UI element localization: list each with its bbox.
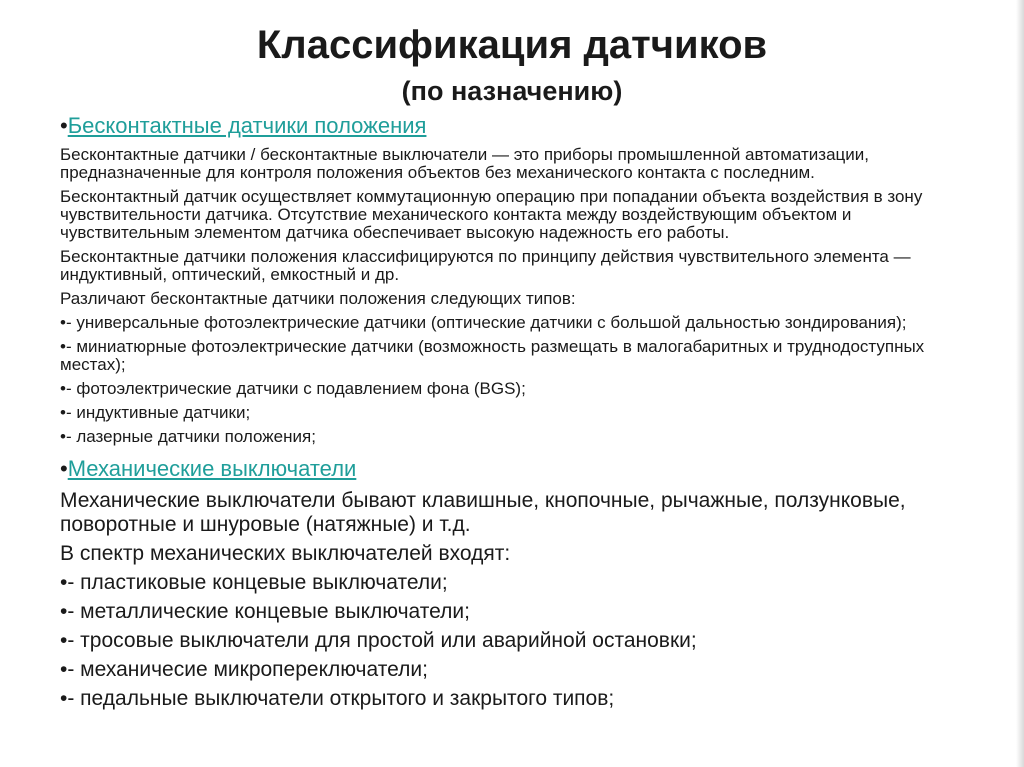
slide-title: Классификация датчиков — [256, 23, 768, 67]
section-heading — [60, 456, 960, 482]
paragraph: Бесконтактные датчики / бесконтактные выключатели — это приборы промышленной автоматизации, предназначенные для контроля положения объектов без механического контакта с последним. — [60, 145, 869, 182]
list-item: •- фотоэлектрические датчики с подавлением фона (BGS); — [60, 379, 526, 398]
paragraph: В спектр механических выключателей входят: — [60, 542, 511, 565]
slide-edge-shadow — [1016, 0, 1024, 767]
section-mechanical-switches — [60, 456, 960, 711]
list-item: •- металлические концевые выключатели; — [60, 600, 470, 623]
paragraph: Механические выключатели бывают клавишные, кнопочные, рычажные, ползунковые, поворотные и шнуровые (натяжные) и т.д. — [60, 489, 906, 536]
slide-content — [60, 113, 960, 716]
heading-bullet: • — [60, 113, 68, 138]
list-item: •- лазерные датчики положения; — [60, 427, 316, 446]
mechanical-switches-link[interactable]: Механические выключатели — [67, 456, 357, 481]
heading-bullet: • — [60, 456, 68, 481]
list-item: •- индуктивные датчики; — [60, 403, 251, 422]
list-item: •- тросовые выключатели для простой или аварийной остановки; — [60, 629, 697, 652]
section-contactless-sensors — [60, 113, 960, 446]
paragraph: Различают бесконтактные датчики положения следующих типов: — [60, 289, 576, 308]
list-item: •- миниатюрные фотоэлектрические датчики (возможность размещать в малогабаритных и труднодоступных местах); — [60, 337, 925, 374]
section-heading — [60, 113, 960, 139]
paragraph: Бесконтактный датчик осуществляет коммутационную операцию при попадании объекта воздействия в зону чувствительности датчика. Отсутствие механического контакта между воздействующим объектом и чувствительным элементом датчика обеспечивает высокую надежность его работы. — [60, 187, 923, 242]
paragraph: Бесконтактные датчики положения классифицируются по принципу действия чувствительного элемента — индуктивный, оптический, емкостный и др. — [60, 247, 911, 284]
contactless-sensors-link[interactable]: Бесконтактные датчики положения — [67, 113, 427, 138]
list-item: •- педальные выключатели открытого и закрытого типов; — [60, 687, 615, 710]
list-item: •- механичесие микропереключатели; — [60, 658, 428, 681]
list-item: •- пластиковые концевые выключатели; — [60, 571, 448, 594]
slide-subtitle: (по назначению) — [401, 76, 623, 106]
list-item: •- универсальные фотоэлектрические датчики (оптические датчики с большой дальностью зондирования); — [60, 313, 907, 332]
